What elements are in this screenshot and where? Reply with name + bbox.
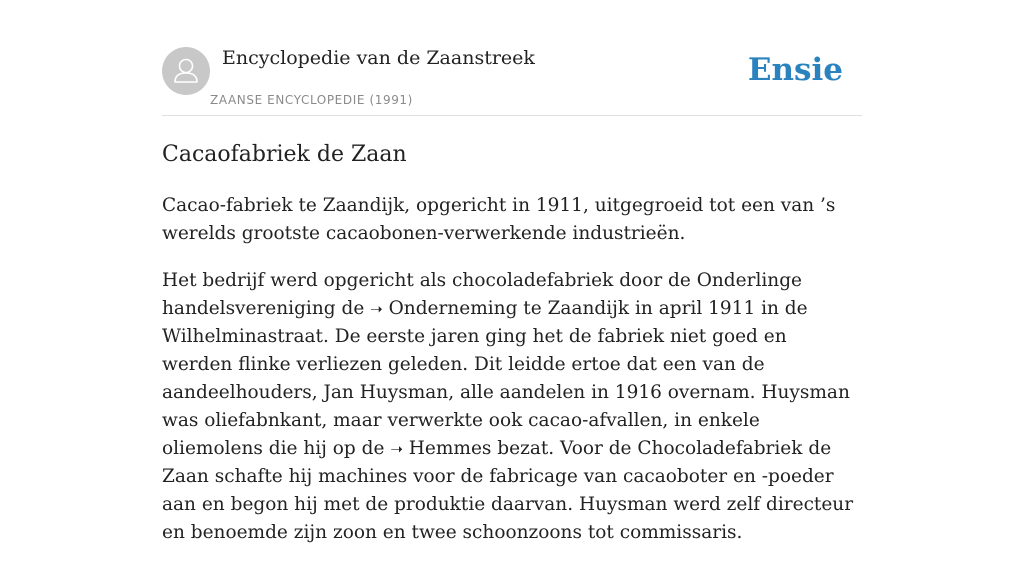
user-avatar-icon[interactable] <box>162 47 210 95</box>
paragraph-text: in april 1911 in de Wilhelminastraat. De eerste jaren ging het de fabriek niet goed en werden flinke verliezen geleden. Dit leidde ertoe dat een van de aandeelhouders, Jan Huysman, alle aandelen in 1916 overnam. Huysman was oliefabnkant, maar verwerkte ook cacao-afvallen, in enkele oliemolens die hij op de <box>162 298 850 459</box>
article-body <box>162 192 862 566</box>
article-paragraph <box>162 267 862 547</box>
arrow-right-icon: ➝ <box>390 440 403 458</box>
cross-reference-label: Onderneming te Zaandijk <box>388 298 630 319</box>
page-header <box>162 0 862 116</box>
user-silhouette-icon <box>162 47 210 95</box>
arrow-right-icon: ➝ <box>370 300 383 318</box>
cross-reference-label: Hemmes <box>408 438 492 459</box>
cross-reference-link[interactable] <box>370 298 629 319</box>
article-paragraph: Cacao-fabriek te Zaandijk, opgericht in 1911, uitgegroeid tot een van ’s werelds grootste cacaobonen-verwerkende industrieën. <box>162 195 836 244</box>
article-title: Cacaofabriek de Zaan <box>162 142 407 167</box>
paragraph-text: bezat. Voor de Chocoladefabriek de Zaan schafte hij machines voor de fabricage van cacaoboter en -poeder aan en begon hij met de produktie daarvan. Huysman werd zelf directeur en benoemde zijn zoon en twee schoonzoons tot commissaris. <box>162 438 854 543</box>
paragraph-text: Het bedrijf werd opgericht als chocoladefabriek door de Onderlinge handelsvereniging de <box>162 270 802 319</box>
source-subtitle[interactable]: ZAANSE ENCYCLOPEDIE (1991) <box>210 93 413 107</box>
article-page <box>162 0 862 543</box>
cross-reference-link[interactable] <box>390 438 491 459</box>
source-title[interactable]: Encyclopedie van de Zaanstreek <box>222 47 535 69</box>
brand-logo[interactable]: Ensie <box>747 52 843 88</box>
